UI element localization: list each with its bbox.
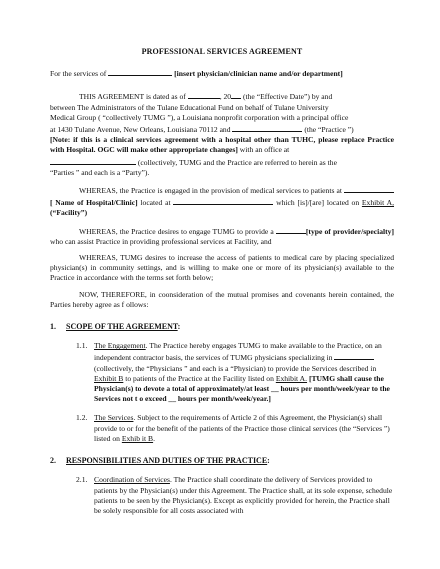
services-line <box>50 67 394 79</box>
subsection-2-1 <box>50 475 394 516</box>
whereas-paragraph-2 <box>50 225 394 247</box>
hospital-blank <box>344 184 394 193</box>
section-title: SCOPE OF THE AGREEMENT <box>66 322 178 332</box>
section-colon: : <box>177 322 181 332</box>
intro-text: (collectively, TUMG and the Practice are referred to herein as the <box>137 157 337 167</box>
intro-paragraph <box>50 90 394 178</box>
subsection-heading: The Engagement <box>94 341 146 351</box>
intro-text: Medical Group ( “collectively TUMG ”), a Louisiana nonprofit corporation with a principal office <box>50 112 349 122</box>
section-colon: : <box>267 456 270 466</box>
subsection-1-1 <box>50 341 394 404</box>
subsection-number: 1.1. <box>76 341 88 351</box>
services-blank <box>108 67 172 76</box>
exhibit-b-reference: Exhibit B <box>94 373 124 383</box>
exhibit-b-reference: Exhib it B <box>121 433 154 443</box>
intro-text: “Effective Date <box>256 92 305 102</box>
section-number: 1. <box>50 322 56 332</box>
subsection-text: . Subject to the requirements of Article 2 of this Agreement, the Physician(s) shall provide to or for the benefit of the patients of the Practice those clinical services (the “Services ”) listed on <box>94 413 390 443</box>
hospital-note: [Note: if this is a clinical services agreement with a hospital other than TUHC, please replace Practice with Hospital. OGC will make other appropriate changes] <box>50 135 394 155</box>
hospital-placeholder: [ Name of Hospital/Clinic] <box>50 198 138 208</box>
exhibit-a-reference: Exhibit A, <box>361 198 395 208</box>
subsection-text: . <box>153 433 155 443</box>
specialty-blank <box>334 351 374 360</box>
whereas-text: who can assist Practice in providing professional services at Facility, and <box>50 236 272 246</box>
hours-clause: [TUMG shall cause the Physician(s) to devote a total of approximately/at least __ hours per month/week/year to the Services not t o exceed __ hours per month/week/year.] <box>94 373 390 404</box>
subsection-1-2 <box>50 413 394 444</box>
subsection-text: (collectively, the “Physicians ” and each is a “Physician) to provide the Services described in <box>94 363 377 373</box>
year-blank <box>231 90 241 99</box>
section-title: RESPONSIBILITIES AND DUTIES OF THE PRACTICE <box>66 456 268 466</box>
section-number: 2. <box>50 456 56 466</box>
whereas-text: which <box>276 198 295 208</box>
whereas-text: [is]/[are] located on <box>297 198 360 208</box>
whereas-text: WHEREAS, the Practice desires to engage TUMG to provide a <box>79 226 274 236</box>
whereas-paragraph-3: WHEREAS, TUMG desires to increase the access of patients to medical care by placing specialized physician(s) in community settings, and is willing to make one or more of its physician(s) available to the Practice in accordance with the terms set forth below; <box>50 253 394 283</box>
provider-placeholder: [type of provider/specialty] <box>305 226 394 236</box>
subsection-heading: Coordination of Services <box>94 475 170 485</box>
intro-text: (the “Practice ”) <box>304 125 354 135</box>
intro-text: ”) by and <box>304 92 333 102</box>
subsection-number: 2.1. <box>76 475 88 485</box>
provider-blank <box>276 225 306 234</box>
subsection-text: to patients of the Practice at the Facility listed on <box>125 373 274 383</box>
subsection-text: . The Practice shall coordinate the delivery of Services provided to patients by the Physician(s) under this Agreement. The Practice shall, at its sole expense, schedule patients to be seen by the Physician(s). Except as explicitly provided for herein, the Practice shall be solely responsible for all costs associated with <box>94 475 393 515</box>
whereas-text: WHEREAS, the Practice is engaged in the provision of medical services to patients at <box>79 186 342 196</box>
intro-text: THIS AGREEMENT is dated as of <box>79 92 186 102</box>
intro-text: between The Administrators of the Tulane Educational Fund on behalf of Tulane University <box>50 102 329 112</box>
intro-text: “Parties ” and each is a “Party”). <box>50 167 150 177</box>
office-blank <box>50 156 136 165</box>
now-therefore-paragraph: NOW, THEREFORE, in coonsideration of the mutual promises and covenants herein contained, the Parties hereby agree as f ollows: <box>50 289 394 309</box>
intro-text: (the <box>243 92 255 102</box>
date-blank <box>188 90 220 99</box>
subsection-text: . The Practice hereby engages TUMG to make available to the Practice, on an independent contractor basis, the services of TUMG physicians specializing in <box>94 341 382 363</box>
whereas-text: located at <box>140 198 171 208</box>
section-1-heading <box>50 322 394 332</box>
intro-text: with an office at <box>239 145 290 155</box>
exhibit-a-reference: Exhibit A. <box>275 373 308 383</box>
subsection-number: 1.2. <box>76 413 88 423</box>
practice-blank <box>232 123 302 132</box>
services-bracket: [insert physician/clinician name and/or department] <box>174 69 343 79</box>
services-prefix: For the services of <box>50 69 107 79</box>
section-2-heading <box>50 456 394 466</box>
facility-term: (“Facility”) <box>50 208 88 218</box>
whereas-paragraph-1 <box>50 184 394 219</box>
intro-text: , 20 <box>219 92 232 102</box>
location-blank <box>173 196 273 205</box>
subsection-heading: The Services <box>94 413 134 423</box>
document-title: PROFESSIONAL SERVICES AGREEMENT <box>141 47 303 56</box>
intro-text: at 1430 Tulane Avenue, New Orleans, Louisiana 70112 and <box>50 125 231 135</box>
